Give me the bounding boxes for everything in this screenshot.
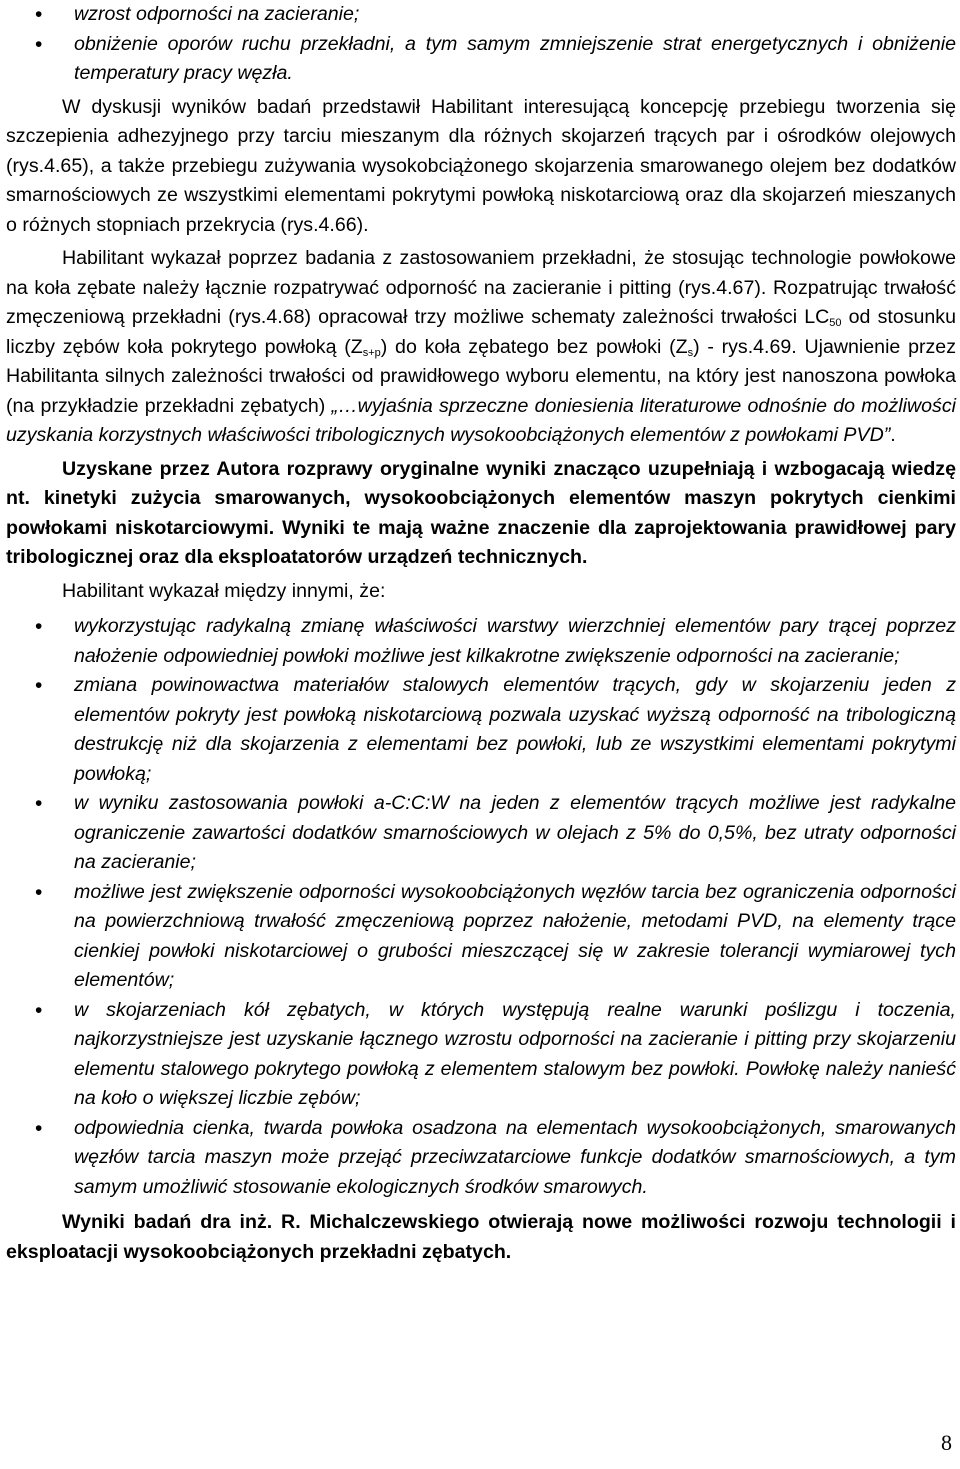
bullet-icon: • [35, 674, 43, 697]
list-item [6, 612, 956, 671]
list-item [6, 878, 956, 996]
bullet-icon: • [35, 32, 43, 56]
bullet-icon: • [35, 615, 43, 638]
bullet-icon: • [35, 880, 43, 904]
bullet-icon: • [35, 1116, 43, 1140]
text-run: ) do koła zębatego bez powłoki (Z [380, 335, 688, 358]
list-item [6, 30, 956, 89]
italic-quote: „…wyjaśnia sprzeczne doniesienia literaturowe odnośnie do możliwości uzyskania korzystnych właściwości tribologicznych wysokoobciążonych elementów z powłokami PVD” [6, 394, 956, 446]
paragraph-findings-gears [6, 244, 956, 451]
list-item-text: możliwe jest zwiększenie odporności wysokoobciążonych węzłów tarcia bez ograniczenia odporności na powierzchniową trwałość zmęczeniową poprzez nałożenie, metodami PVD, na elementy trące cienkiej powłoki niskotarciowej o grubości mieszczącej się w zakresie tolerancji wymiarowej tych elementów; [74, 880, 956, 991]
bullet-icon: • [35, 3, 43, 26]
paragraph-conclusion [6, 1208, 956, 1267]
list-item-text: zmiana powinowactwa materiałów stalowych elementów trących, gdy w skojarzeniu jeden z elementów pokryty jest powłoką niskotarciową pozwala uzyskać wyższą odporność na tribologiczną destrukcję niż dla skojarzenia z elementami bez powłoki, lub ze wszystkimi elementami pokrytymi powłoką; [74, 674, 956, 785]
list-item-text: w skojarzeniach kół zębatych, w których występują realne warunki poślizgu i toczenia, najkorzystniejsze jest uzyskanie łącznego wzrostu odporności na zacieranie i pitting przy skojarzeniu elementu stalowego pokrytego powłoką z elementem stalowym bez powłoki. Powłokę należy nanieść na koło o większej liczbie zębów; [74, 998, 956, 1109]
bold-text: Wyniki badań dra inż. R. Michalczewskiego otwierają nowe możliwości rozwoju technologii i eksploatacji wysokoobciążonych przekładni zębatych. [6, 1211, 956, 1263]
bullet-icon: • [35, 792, 43, 815]
page-number: 8 [941, 1430, 952, 1455]
findings-list [6, 612, 956, 1202]
text-run: . [890, 424, 896, 446]
bullet-icon: • [35, 998, 43, 1022]
list-item-text: wykorzystując radykalną zmianę właściwości warstwy wierzchniej elementów pary trącej poprzez nałożenie odpowiedniej powłoki możliwe jest kilkakrotne zwiększenie odporności na zacieranie; [74, 615, 956, 667]
subscript: s [687, 346, 694, 359]
list-item-text: odpowiednia cienka, twarda powłoka osadzona na elementach wysokoobciążonych, smarowanych węzłów tarcia maszyn może przejąć przeciwzatarciowe funkcje dodatków smarnościowych, a tym samym umożliwić stosowanie ekologicznych środków smarowych. [74, 1116, 956, 1198]
text-run: ) - rys.4.69. Ujawnienie przez Habilitanta silnych zależności trwałości od prawidłowego wyboru elementu, na który jest nanoszona powłoka (na przykładzie przekładni zębatych) [6, 335, 956, 417]
paragraph-findings-intro: Habilitant wykazał między innymi, że: [62, 579, 386, 602]
subscript: 50 [829, 317, 842, 329]
paragraph-bold-summary [6, 455, 956, 573]
top-bullet-list [6, 0, 956, 89]
list-item-text: obniżenie oporów ruchu przekładni, a tym samym zmniejszenie strat energetycznych i obniżenie temperatury pracy węzła. [74, 32, 956, 84]
paragraph-discussion: W dyskusji wyników badań przedstawił Habilitant interesującą koncepcję przebiegu tworzenia się szczepienia adhezyjnego przy tarciu mieszanym dla różnych skojarzeń trących par i ośrodków olejowych (rys.4.65), a także przebiegu zużywania wysokobciążonego skojarzenia smarowanego olejem bez dodatków smarnościowych ze wszystkimi elementami pokrytymi powłoką niskotarciową oraz dla skojarzeń mieszanych o różnych stopniach przekrycia (rys.4.66). [6, 95, 956, 236]
bold-text: Uzyskane przez Autora rozprawy oryginalne wyniki znacząco uzupełniają i wzbogacają wiedzę nt. kinetyki zużycia smarowanych, wysokoobciążonych elementów maszyn pokrytych cienkimi powłokami niskotarciowymi. Wyniki te mają ważne znaczenie dla zaprojektowania prawidłowej pary tribologicznej oraz dla eksploatatorów urządzeń technicznych. [6, 457, 956, 568]
list-item [6, 0, 956, 30]
list-item-text: wzrost odporności na zacieranie; [74, 3, 360, 25]
text-run: od stosunku liczby zębów koła pokrytego powłoką (Z [6, 306, 956, 358]
document-page [6, 0, 956, 1267]
list-item [6, 1114, 956, 1203]
subscript: s+p [362, 346, 381, 359]
text-run: Habilitant wykazał poprzez badania z zastosowaniem przekładni, że stosując technologie powłokowe na koła zębate należy łącznie rozpatrywać odporność na zacieranie i pitting (rys.4.67). Rozpatrując trwałość zmęczeniową przekładni (rys.4.68) opracował trzy możliwe schematy zależności trwałości LC [6, 247, 956, 328]
list-item [6, 671, 956, 789]
list-item [6, 789, 956, 878]
list-item-text: w wyniku zastosowania powłoki a-C:C:W na jeden z elementów trących możliwe jest radykalne ograniczenie zawartości dodatków smarnościowych w olejach z 5% do 0,5%, bez utraty odporności na zacieranie; [74, 792, 956, 873]
list-item [6, 996, 956, 1114]
